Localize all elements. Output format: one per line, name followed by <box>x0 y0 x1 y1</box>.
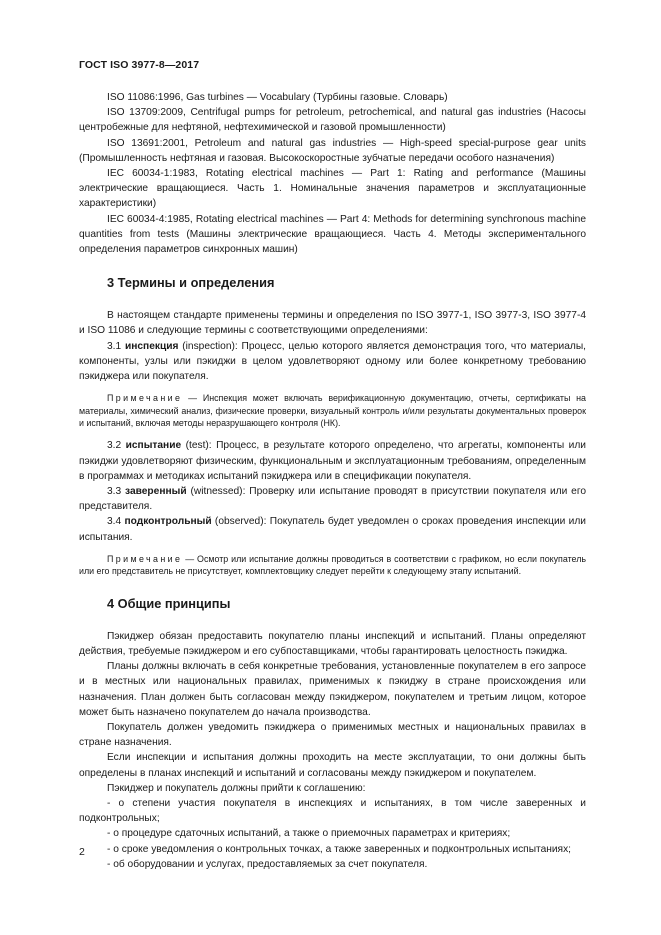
term-name: инспекция <box>124 340 179 352</box>
term-number: 3.4 <box>107 516 125 528</box>
note-text: — Инспекция может включать верификационную документацию, отчеты, сертификаты на материалы, химический анализ, физические проверки, визуальный контроль и/или результаты документальных проверок и испытаний, включая методы неразрушающего контроля (НК). <box>79 393 586 429</box>
term-number: 3.2 <box>107 440 126 452</box>
list-item: - о процедуре сдаточных испытаний, а также о приемочных параметрах и критериях; <box>107 828 511 840</box>
term-name: подконтрольный <box>124 516 212 528</box>
term-definition: (observed): Покупатель будет уведомлен о сроках проведения инспекции или испытания. <box>79 516 586 543</box>
section-3-intro: В настоящем стандарте применены термины и определения по ISO 3977-1, ISO 3977-3, ISO 3977-4 и ISO 11086 и следующие термины с соответствующими определениями: <box>79 310 586 337</box>
section-4-paragraph: Пэкиджер и покупатель должны прийти к соглашению: <box>107 782 366 794</box>
reference-item: ISO 13709:2009, Centrifugal pumps for petroleum, petrochemical, and natural gas industries (Насосы центробежные для нефтяной, нефтехимической и газовой промышленности) <box>79 107 586 134</box>
reference-item: ISO 13691:2001, Petroleum and natural gas industries — High-speed special-purpose gear units (Промышленность нефтяная и газовая. Высокоскоростные зубчатые передачи особого назначения) <box>79 137 586 164</box>
note-label: Примечание <box>107 393 183 404</box>
term-3-4 <box>79 514 586 544</box>
term-name: испытание <box>125 440 182 452</box>
term-definition: (inspection): Процесс, целью которого является демонстрация того, что материалы, компоненты, узлы или пэкиджи в целом удовлетворяют одному или более конкретному требованию пэкиджера или покупателя. <box>79 340 586 383</box>
reference-item: ISO 11086:1996, Gas turbines — Vocabulary (Турбины газовые. Словарь) <box>107 92 448 103</box>
term-number: 3.1 <box>107 340 125 352</box>
term-name: заверенный <box>125 486 187 498</box>
section-4-paragraph: Покупатель должен уведомить пэкиджера о применимых местных и национальных правилах в стране назначения. <box>79 721 586 749</box>
term-definition: (test): Процесс, в результате которого определено, что агрегаты, компоненты или пэкиджи удовлетворяют физическим, функциональным и эксплуатационным требованиям, определенным в программах и методиках испытаний пэкиджера или в спецификации покупателя. <box>79 440 587 482</box>
section-4-paragraph: Планы должны включать в себя конкретные требования, установленные покупателем в его запросе и в местных или национальных правилах, применимых к пэкиджу в стране происхождения или назначения. План должен быть согласован между пэкиджером, покупателем и третьим лицом, которое может быть назначено покупателем до начала производства. <box>79 661 586 718</box>
reference-item: IEC 60034-4:1985, Rotating electrical machines — Part 4: Methods for determining synchronous machine quantities from tests (Машины электрические вращающиеся. Часть 4. Методы экспериментального определения параметров синхронных машин) <box>79 213 586 256</box>
page-number: 2 <box>79 846 85 858</box>
document-body <box>79 90 586 872</box>
section-4-paragraph: Пэкиджер обязан предоставить покупателю планы инспекций и испытаний. Планы определяют действия, требуемые пэкиджером и его субпоставщиками, чтобы гарантировать целостность пэкиджа. <box>79 630 586 657</box>
reference-item: IEC 60034-1:1983, Rotating electrical machines — Part 1: Rating and performance (Машины электрические вращающиеся. Часть 1. Номинальные значения параметров и эксплуатационные характеристики) <box>79 168 586 210</box>
note-text: — Осмотр или испытание должны проводиться в соответствии с графиком, но если покупатель или его представитель не присутствует, комплектовщику следует перейти к следующему этапу испытаний. <box>79 553 586 577</box>
note-1 <box>79 392 586 429</box>
section-3-heading: 3 Термины и определения <box>107 275 275 291</box>
note-2 <box>79 553 586 578</box>
term-3-1 <box>79 339 586 385</box>
term-3-2 <box>79 438 586 484</box>
term-definition: (witnessed): Проверку или испытание проводят в присутствии покупателя или его представителя. <box>79 486 586 513</box>
list-item: - о сроке уведомления о контрольных точках, а также заверенных и подконтрольных испытаниях; <box>107 843 571 855</box>
section-4-paragraph: Если инспекции и испытания должны проходить на месте эксплуатации, то они должны быть определены в планах инспекций и испытаний и согласованы между пэкиджером и покупателем. <box>79 752 586 779</box>
references-list <box>79 90 586 257</box>
agreement-list <box>79 796 586 872</box>
term-3-3 <box>79 484 586 514</box>
list-item: - о степени участия покупателя в инспекциях и испытаниях, в том числе заверенных и подконтрольных; <box>79 797 586 825</box>
section-4-heading: 4 Общие принципы <box>107 595 231 611</box>
document-header: ГОСТ ISO 3977-8—2017 <box>79 59 200 71</box>
list-item: - об оборудовании и услугах, предоставляемых за счет покупателя. <box>107 858 428 870</box>
term-number: 3.3 <box>107 486 126 498</box>
note-label: Примечание <box>107 553 183 564</box>
